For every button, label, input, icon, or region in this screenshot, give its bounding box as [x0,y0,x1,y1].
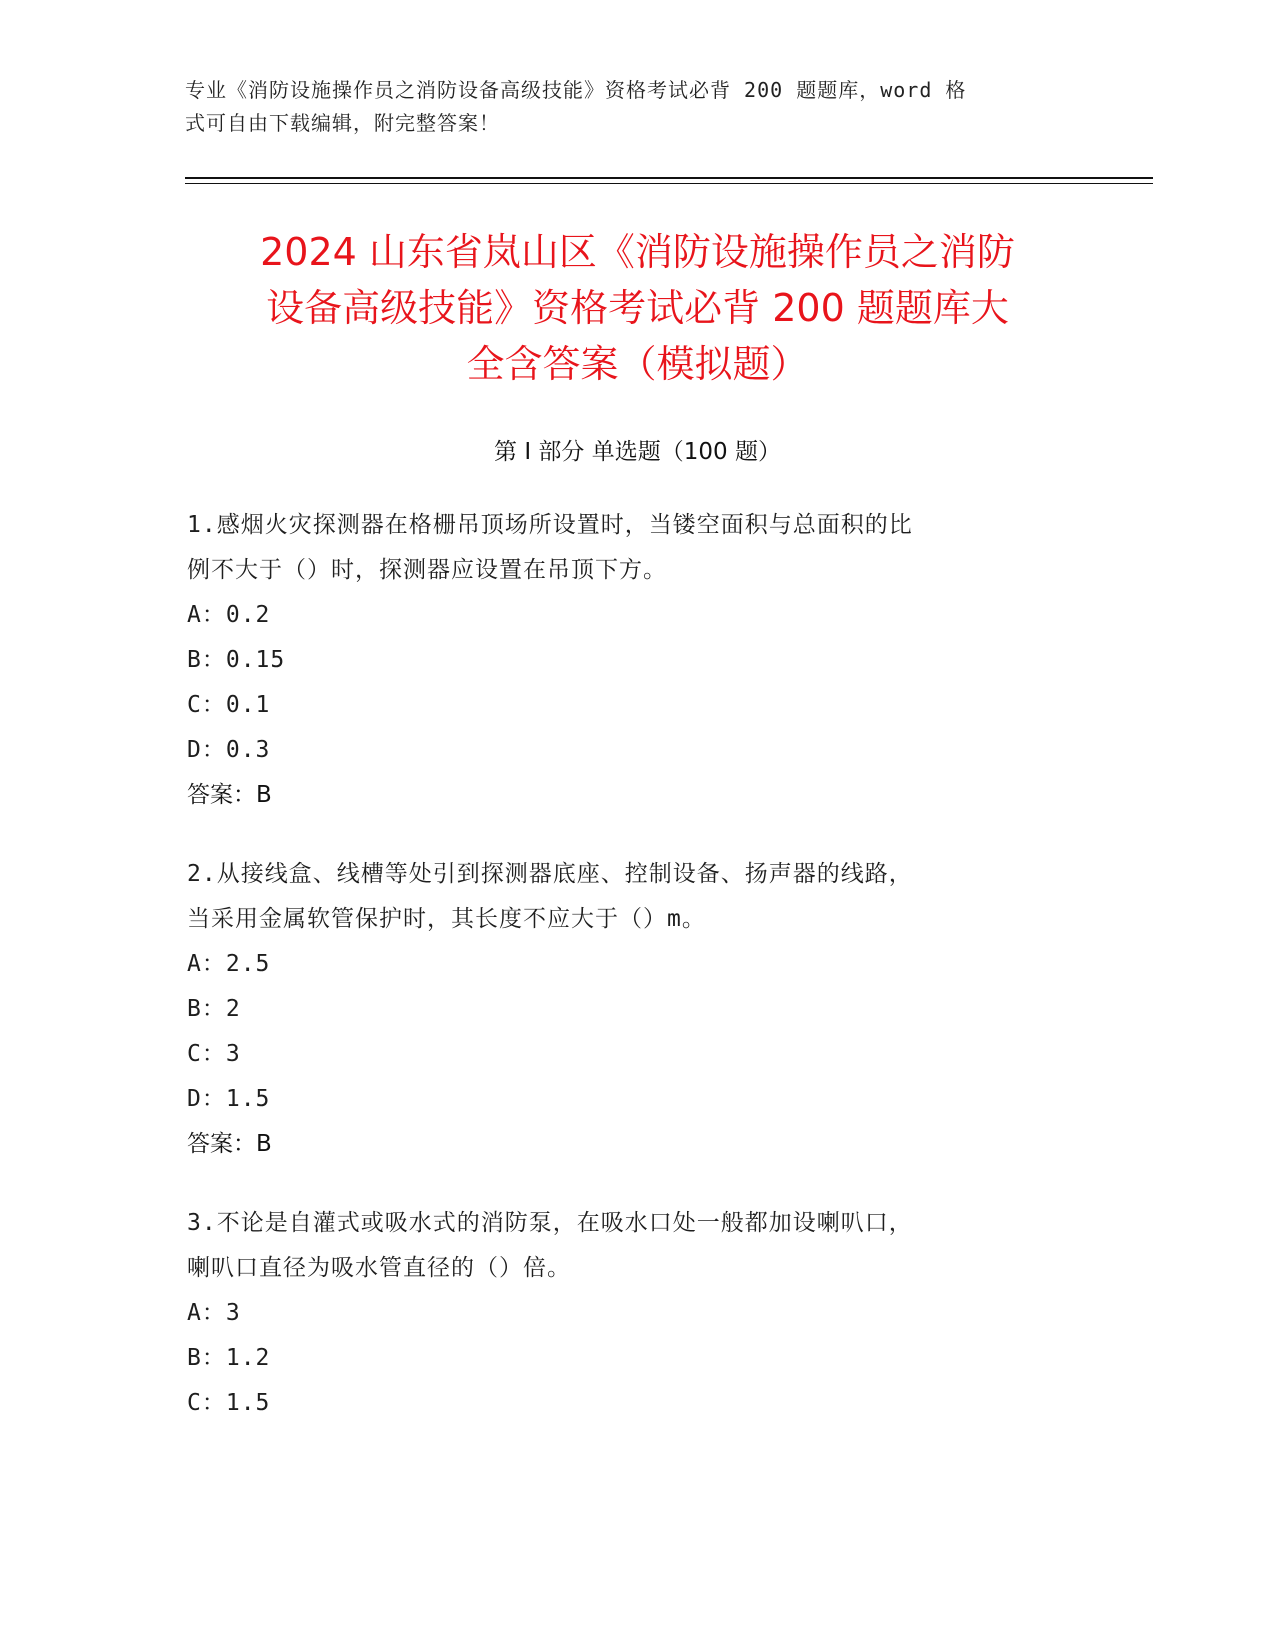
section-heading: 第 I 部分 单选题（100 题） [494,439,781,465]
option-b: B：2 [187,996,241,1022]
question-1 [187,503,1067,818]
option-a: A：0.2 [187,602,271,628]
header-note-line: 专业《消防设施操作员之消防设备高级技能》资格考试必背 200 题题库，word 格 [185,78,967,102]
option-c: C：1.5 [187,1390,271,1416]
option-b: B：0.15 [187,647,286,673]
option-a: A：2.5 [187,951,271,977]
question-3 [187,1201,1067,1426]
title-line: 2024 山东省岚山区《消防设施操作员之消防 [260,230,1015,274]
header-divider-thick [185,177,1153,179]
title-line: 全含答案（模拟题） [466,342,809,386]
option-a: A：3 [187,1300,241,1326]
header-note [185,74,1065,140]
option-b: B：1.2 [187,1345,271,1371]
header-note-line: 式可自由下载编辑，附完整答案！ [185,111,500,135]
document-title [160,224,1115,392]
question-stem-line: 1.感烟火灾探测器在格栅吊顶场所设置时，当镂空面积与总面积的比 [187,512,913,538]
question-stem-line: 例不大于（）时，探测器应设置在吊顶下方。 [187,557,667,583]
answer: 答案：B [187,1131,272,1157]
question-stem-line: 当采用金属软管保护时，其长度不应大于（）m。 [187,906,706,932]
option-d: D：0.3 [187,737,271,763]
option-c: C：0.1 [187,692,271,718]
question-stem-line: 2.从接线盒、线槽等处引到探测器底座、控制设备、扬声器的线路， [187,861,913,887]
question-stem-line: 3.不论是自灌式或吸水式的消防泵，在吸水口处一般都加设喇叭口， [187,1210,913,1236]
title-line: 设备高级技能》资格考试必背 200 题题库大 [266,286,1009,330]
header-divider-thin [185,183,1153,184]
option-c: C：3 [187,1041,241,1067]
question-stem-line: 喇叭口直径为吸水管直径的（）倍。 [187,1255,571,1281]
option-d: D：1.5 [187,1086,271,1112]
answer: 答案：B [187,782,272,808]
question-2 [187,852,1067,1167]
